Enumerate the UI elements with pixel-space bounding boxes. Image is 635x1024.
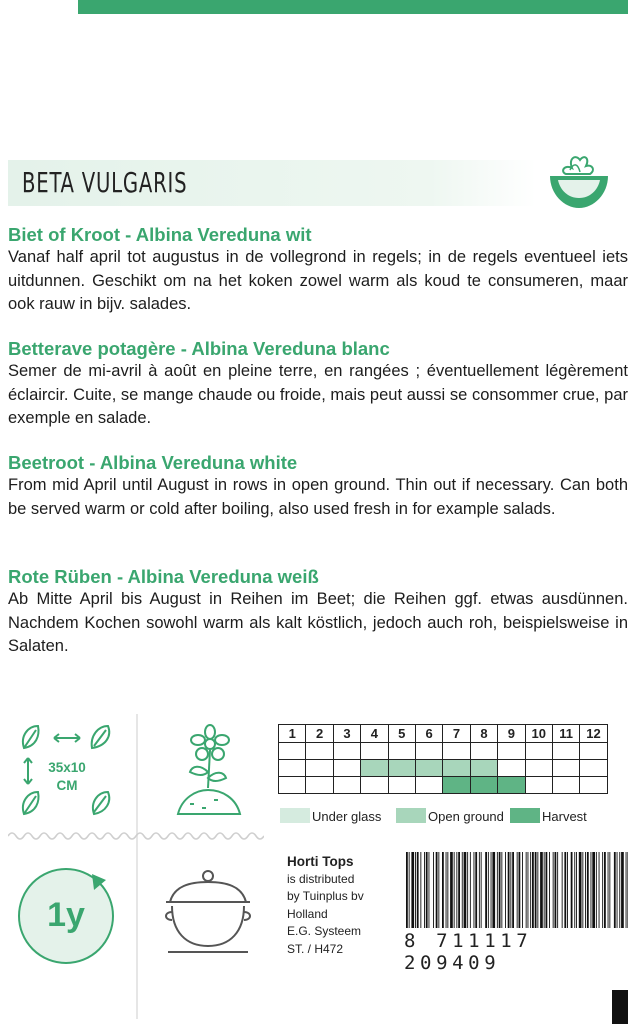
barcode-bar <box>450 852 453 928</box>
cooking-pot-icon <box>160 862 256 958</box>
barcode-bar <box>417 852 419 928</box>
barcode-bar <box>491 852 492 928</box>
calendar-cell-open-ground <box>443 760 470 777</box>
section-body: Vanaf half april tot augustus in de vollegrond in regels; in de regels eventueel iets uitdunnen. Geschikt om na het koken zowel warm als koud te consumeren, maar ook rauw in bijv. salades. <box>8 248 628 313</box>
section-french <box>8 338 628 431</box>
section-title: Biet of Kroot - Albina Vereduna wit <box>8 224 312 245</box>
barcode-bar <box>438 852 439 928</box>
calendar-cell-harvest <box>443 777 470 794</box>
distributor-line: Holland <box>287 906 328 921</box>
barcode-bar <box>627 852 628 928</box>
barcode-bar <box>510 852 511 928</box>
calendar-month-8: 8 <box>470 725 497 743</box>
barcode-bar <box>458 852 460 928</box>
barcode-bar <box>587 852 589 928</box>
barcode-bar <box>436 852 438 928</box>
calendar-month-10: 10 <box>525 725 552 743</box>
legend-label: Open ground <box>428 809 504 824</box>
barcode-bar <box>546 852 548 928</box>
calendar-cell-under-glass <box>470 743 497 760</box>
barcode <box>406 852 628 940</box>
calendar-month-5: 5 <box>388 725 415 743</box>
barcode-bar <box>540 852 543 928</box>
legend-label: Under glass <box>312 809 382 824</box>
calendar-month-9: 9 <box>498 725 525 743</box>
barcode-bar <box>426 852 428 928</box>
barcode-bar <box>576 852 577 928</box>
barcode-bar <box>532 852 534 928</box>
calendar-cell-under-glass <box>333 743 360 760</box>
barcode-bar <box>501 852 502 928</box>
calendar-month-3: 3 <box>333 725 360 743</box>
barcode-bar <box>499 852 501 928</box>
spacing-value: 35x10 <box>48 760 86 775</box>
calendar-cell-harvest <box>580 777 607 794</box>
spacing-unit: CM <box>56 778 78 793</box>
legend-swatch-harvest <box>510 808 540 823</box>
barcode-bar <box>619 852 620 928</box>
calendar-cell-under-glass <box>443 743 470 760</box>
barcode-bar <box>406 852 408 928</box>
calendar-cell-open-ground <box>279 760 306 777</box>
distributor-info <box>287 853 364 958</box>
distributor-line: ST. / H472 <box>287 941 344 956</box>
barcode-bar <box>557 852 558 928</box>
barcode-bar <box>602 852 603 928</box>
section-english <box>8 452 628 521</box>
calendar-cell-harvest <box>525 777 552 794</box>
calendar-cell-open-ground <box>388 760 415 777</box>
legend-label: Harvest <box>542 809 587 824</box>
annual-badge <box>18 868 114 964</box>
barcode-bar <box>464 852 467 928</box>
calendar-cell-harvest <box>306 777 333 794</box>
section-title: Rote Rüben - Albina Vereduna weiß <box>8 566 319 587</box>
calendar-month-11: 11 <box>552 725 579 743</box>
barcode-bar <box>517 852 518 928</box>
calendar-cell-under-glass <box>361 743 388 760</box>
barcode-bar <box>512 852 514 928</box>
barcode-bar <box>608 852 609 928</box>
calendar-cell-harvest <box>552 777 579 794</box>
calendar-cell-open-ground <box>361 760 388 777</box>
calendar-cell-harvest <box>388 777 415 794</box>
legend-swatch-open-ground <box>396 808 426 823</box>
section-body: Ab Mitte April bis August in Reihen im Beet; die Reihen ggf. etwas ausdünnen. Nachdem Kochen sowohl warm als kalt köstlich, jedoch auch roh, beispielsweise in Salaten. <box>8 590 628 655</box>
barcode-bar <box>579 852 582 928</box>
barcode-bar <box>429 852 430 928</box>
calendar-month-2: 2 <box>306 725 333 743</box>
barcode-bar <box>626 852 627 928</box>
sowing-calendar <box>278 724 608 794</box>
brand-name: Horti Tops <box>287 854 354 869</box>
barcode-bar <box>537 852 538 928</box>
barcode-bar <box>621 852 624 928</box>
calendar-cell-under-glass <box>580 743 607 760</box>
barcode-bar <box>564 852 566 928</box>
calendar-cell-under-glass <box>388 743 415 760</box>
distributor-line: is distributed <box>287 871 355 886</box>
barcode-bar <box>614 852 616 928</box>
wave-divider <box>8 830 264 842</box>
calendar-cell-harvest <box>415 777 442 794</box>
barcode-bar <box>599 852 600 928</box>
legend-swatch-under-glass <box>280 808 310 823</box>
seedling-icon <box>168 722 252 822</box>
barcode-bar <box>488 852 489 928</box>
calendar-cell-open-ground <box>525 760 552 777</box>
calendar-cell-open-ground <box>333 760 360 777</box>
calendar-cell-under-glass <box>279 743 306 760</box>
calendar-month-1: 1 <box>279 725 306 743</box>
barcode-bar <box>497 852 498 928</box>
barcode-bar <box>415 852 416 928</box>
barcode-bar <box>424 852 425 928</box>
calendar-month-row <box>279 725 608 743</box>
spacing-text <box>42 759 92 795</box>
barcode-bar <box>479 852 480 928</box>
calendar-cell-open-ground <box>306 760 333 777</box>
barcode-bar <box>485 852 487 928</box>
calendar-cell-open-ground <box>415 760 442 777</box>
barcode-bar <box>474 852 475 928</box>
barcode-bar <box>442 852 444 928</box>
barcode-bar <box>454 852 455 928</box>
barcode-bar <box>562 852 563 928</box>
barcode-bar <box>585 852 586 928</box>
section-title: Beetroot - Albina Vereduna white <box>8 452 298 473</box>
barcode-bar <box>508 852 510 928</box>
barcode-bar <box>475 852 477 928</box>
calendar-cell-harvest <box>361 777 388 794</box>
calendar-cell-under-glass <box>498 743 525 760</box>
section-title: Betterave potagère - Albina Vereduna blanc <box>8 338 390 359</box>
barcode-bar <box>555 852 557 928</box>
barcode-bar <box>574 852 575 928</box>
barcode-bar <box>591 852 592 928</box>
barcode-bar <box>571 852 573 928</box>
barcode-bar <box>617 852 618 928</box>
barcode-bar <box>604 852 606 928</box>
latin-name: BETA VULGARIS <box>22 166 188 199</box>
barcode-bar <box>535 852 537 928</box>
distributor-line: by Tuinplus bv <box>287 889 364 903</box>
barcode-bar <box>481 852 482 928</box>
section-german <box>8 566 628 659</box>
barcode-bar <box>549 852 550 928</box>
calendar-under-glass-row <box>279 743 608 760</box>
barcode-bar <box>522 852 523 928</box>
column-divider <box>136 714 138 1019</box>
calendar-cell-under-glass <box>552 743 579 760</box>
barcode-bar <box>446 852 447 928</box>
barcode-bar <box>596 852 597 928</box>
annual-label: 1y <box>47 896 85 934</box>
calendar-cell-harvest <box>279 777 306 794</box>
calendar-month-12: 12 <box>580 725 607 743</box>
barcode-bar <box>492 852 495 928</box>
calendar-cell-harvest <box>470 777 497 794</box>
calendar-month-4: 4 <box>361 725 388 743</box>
calendar-cell-under-glass <box>306 743 333 760</box>
barcode-bar <box>526 852 527 928</box>
section-dutch <box>8 224 628 317</box>
barcode-bar <box>409 852 410 928</box>
calendar-cell-open-ground <box>580 760 607 777</box>
calendar-cell-harvest <box>333 777 360 794</box>
barcode-bar <box>447 852 448 928</box>
barcode-bar <box>505 852 506 928</box>
barcode-bar <box>528 852 529 928</box>
section-body: Semer de mi-avril à août en pleine terre, en rangées ; éventuellement légèrement éclaircir. Cuite, se mange chaude ou froide, mais peut aussi se consommer crue, par exemple en salade. <box>8 362 628 427</box>
barcode-bar <box>420 852 421 928</box>
distributor-line: E.G. Systeem <box>287 924 362 938</box>
barcode-bar <box>519 852 521 928</box>
barcode-bar <box>456 852 457 928</box>
barcode-bar <box>609 852 610 928</box>
corner-mark <box>612 990 628 1024</box>
barcode-bar <box>467 852 468 928</box>
barcode-digits: 8 711117 209409 <box>404 930 533 974</box>
top-accent-bar <box>78 0 628 14</box>
barcode-bar <box>470 852 471 928</box>
calendar-cell-open-ground <box>498 760 525 777</box>
calendar-month-7: 7 <box>443 725 470 743</box>
barcode-bar <box>433 852 434 928</box>
barcode-bar <box>553 852 554 928</box>
barcode-bar <box>592 852 595 928</box>
calendar-cell-harvest <box>498 777 525 794</box>
calendar-harvest-row <box>279 777 608 794</box>
calendar-cell-under-glass <box>525 743 552 760</box>
barcode-bar <box>530 852 531 928</box>
barcode-bar <box>462 852 463 928</box>
barcode-bar <box>544 852 545 928</box>
calendar-open-ground-row <box>279 760 608 777</box>
barcode-bar <box>582 852 583 928</box>
barcode-bar <box>411 852 414 928</box>
calendar-cell-open-ground <box>470 760 497 777</box>
calendar-month-6: 6 <box>415 725 442 743</box>
calendar-cell-open-ground <box>552 760 579 777</box>
section-body: From mid April until August in rows in open ground. Thin out if necessary. Can both be served warm or cold after boiling, also used fresh in for example salads. <box>8 476 628 518</box>
calendar-cell-under-glass <box>415 743 442 760</box>
salad-bowl-icon <box>546 150 612 212</box>
barcode-bar <box>567 852 568 928</box>
